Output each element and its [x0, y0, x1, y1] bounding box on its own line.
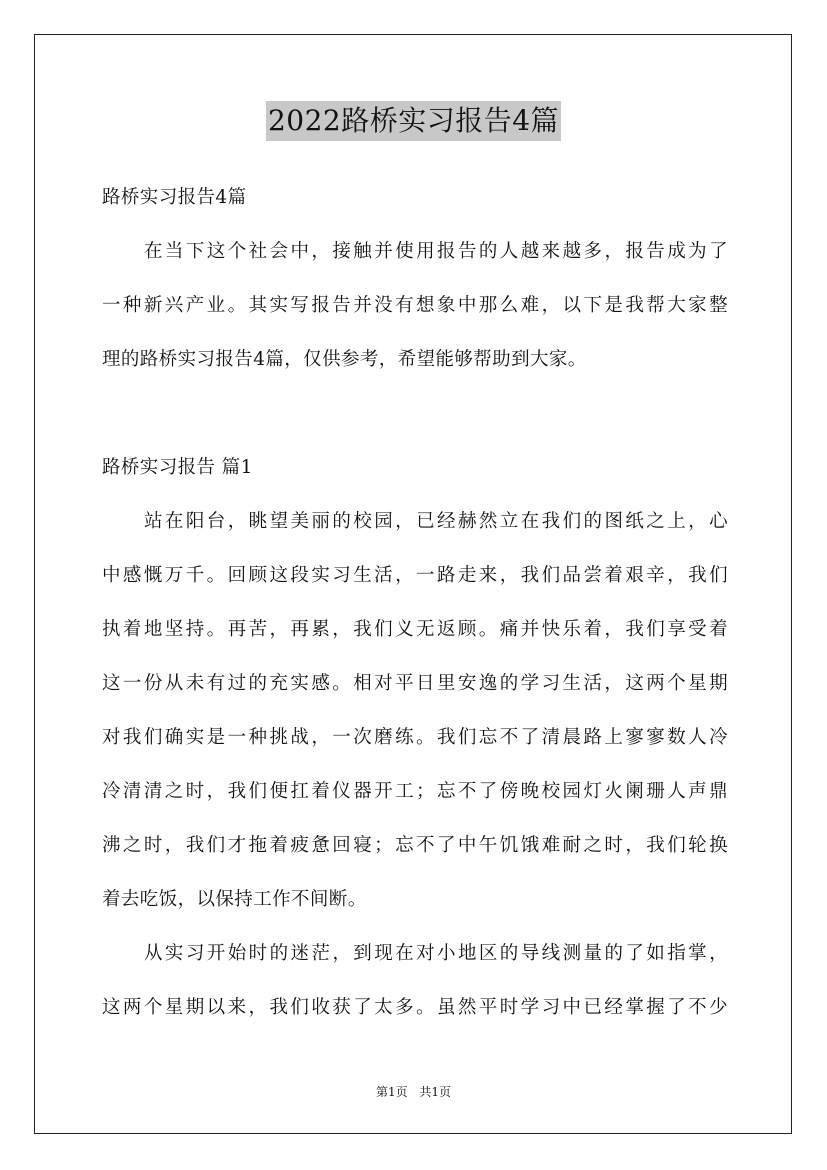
paragraph-line: 执着地坚持。再苦，再累，我们义无返顾。痛并快乐着，我们享受着: [102, 619, 728, 640]
paragraph-line: 着去吃饭，以保持工作不间断。: [102, 889, 367, 910]
blank-line: [102, 387, 728, 441]
page-footer: [0, 1084, 827, 1100]
paragraph-line: 这一份从未有过的充实感。相对平日里安逸的学习生活，这两个星期: [102, 673, 728, 694]
paragraph-line: 冷清清之时，我们便扛着仪器开工；忘不了傍晚校园灯火阑珊人声鼎: [102, 781, 728, 802]
intro-paragraph: [102, 225, 728, 387]
paragraph-line: 从实习开始时的迷茫，到现在对小地区的导线测量的了如指掌，: [144, 943, 728, 964]
paragraph-line: 理的路桥实习报告4篇，仅供参考，希望能够帮助到大家。: [102, 349, 587, 370]
document-body: [102, 171, 728, 1035]
page-number: 第1页: [375, 1085, 408, 1099]
document-title: [0, 101, 827, 141]
page-total: 共1页: [419, 1085, 452, 1099]
paragraph-line: 这两个星期以来，我们收获了太多。虽然平时学习中已经掌握了不少: [102, 997, 728, 1018]
paragraph-2: [102, 927, 728, 1035]
section-heading: 路桥实习报告 篇1: [102, 457, 253, 478]
paragraph-line: 一种新兴产业。其实写报告并没有想象中那么难，以下是我帮大家整: [102, 295, 728, 316]
document-subtitle: 路桥实习报告4篇: [102, 187, 247, 208]
paragraph-1: [102, 495, 728, 927]
paragraph-line: 中感慨万千。回顾这段实习生活，一路走来，我们品尝着艰辛，我们: [102, 565, 728, 586]
paragraph-line: 在当下这个社会中，接触并使用报告的人越来越多，报告成为了: [144, 241, 728, 262]
paragraph-line: 沸之时，我们才拖着疲惫回寝；忘不了中午饥饿难耐之时，我们轮换: [102, 835, 728, 856]
paragraph-line: 对我们确实是一种挑战，一次磨练。我们忘不了清晨路上寥寥数人冷: [102, 727, 728, 748]
document-title-text: 2022路桥实习报告4篇: [266, 101, 561, 141]
paragraph-line: 站在阳台，眺望美丽的校园，已经赫然立在我们的图纸之上，心: [144, 511, 728, 532]
